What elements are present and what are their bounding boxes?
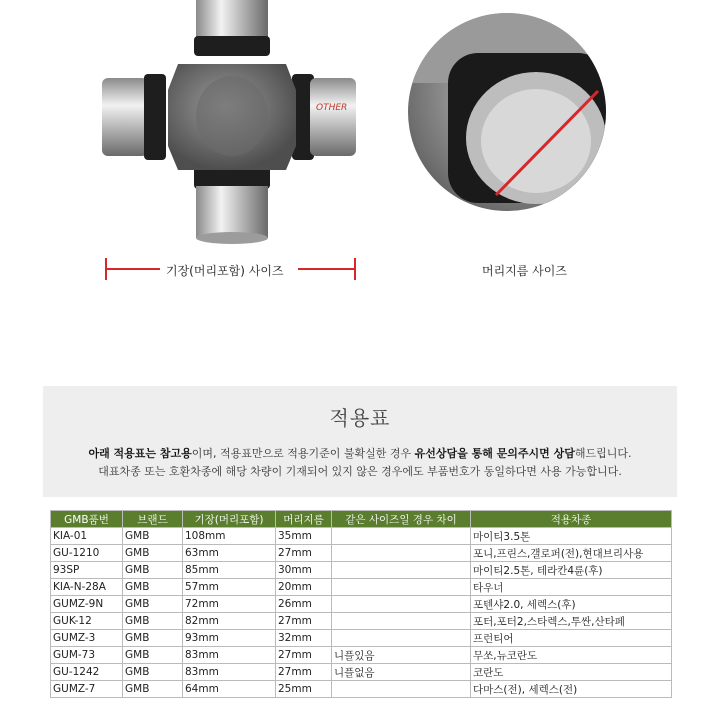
table-cell: 포니,프린스,갤로퍼(전),현대브리사용 [471, 545, 672, 562]
table-cell [332, 545, 471, 562]
table-cell [332, 579, 471, 596]
table-row [51, 664, 672, 681]
table-cell: 무쏘,뉴코란도 [471, 647, 672, 664]
table-cell: 85mm [183, 562, 276, 579]
table-cell: 72mm [183, 596, 276, 613]
table-cell [332, 613, 471, 630]
info-line-1 [43, 445, 677, 461]
table-cell: GMB [123, 579, 183, 596]
info-mid: 이며, 적용표만으로 적용기준이 불확실한 경우 [191, 447, 415, 460]
table-row [51, 681, 672, 698]
table-cell: 니플없음 [332, 664, 471, 681]
table-header-row [51, 511, 672, 528]
table-cell: 27mm [276, 545, 332, 562]
table-cell: GMB [123, 681, 183, 698]
brand-mark: OTHER [316, 103, 348, 113]
table-cell: GUMZ-7 [51, 681, 123, 698]
col-header: 기장(머리포함) [183, 511, 276, 528]
table-cell: GMB [123, 545, 183, 562]
table-cell: 108mm [183, 528, 276, 545]
table-cell [332, 630, 471, 647]
table-cell: 마이티3.5톤 [471, 528, 672, 545]
table-row [51, 596, 672, 613]
table-cell: 27mm [276, 647, 332, 664]
table-cell: 마이티2.5톤, 테라칸4륜(후) [471, 562, 672, 579]
table-cell: 26mm [276, 596, 332, 613]
table-cell: GMB [123, 613, 183, 630]
table-cell: 타우너 [471, 579, 672, 596]
table-cell: GU-1210 [51, 545, 123, 562]
table-cell: 다마스(전), 세렉스(전) [471, 681, 672, 698]
table-cell: 포텐샤2.0, 세렉스(후) [471, 596, 672, 613]
length-caption: 기장(머리포함) 사이즈 [166, 264, 284, 278]
head-zoom-image [408, 13, 606, 211]
table-cell: GMB [123, 528, 183, 545]
measure-line-left [105, 268, 160, 270]
table-cell: 82mm [183, 613, 276, 630]
table-cell: GUMZ-3 [51, 630, 123, 647]
table-body [51, 528, 672, 698]
table-cell: 83mm [183, 647, 276, 664]
col-header: GMB품번 [51, 511, 123, 528]
head-zoom-drawing [408, 13, 606, 211]
table-cell [332, 681, 471, 698]
info-line-2: 대표차종 또는 호환차종에 해당 차량이 기재되어 있지 않은 경우에도 부품번호가 동일하다면 사용 가능합니다. [98, 465, 622, 478]
info-bold-1: 아래 적용표는 참고용 [88, 447, 192, 460]
measure-line-right [298, 268, 355, 270]
table-row [51, 630, 672, 647]
table-cell: 63mm [183, 545, 276, 562]
col-header: 적용차종 [471, 511, 672, 528]
table-cell: 코란도 [471, 664, 672, 681]
diameter-caption: 머리지름 사이즈 [482, 264, 567, 278]
measure-tick-right [354, 258, 356, 280]
table-cell: 27mm [276, 664, 332, 681]
table-row [51, 545, 672, 562]
table-cell: 27mm [276, 613, 332, 630]
table-cell: GMB [123, 596, 183, 613]
table-cell: GUMZ-9N [51, 596, 123, 613]
table-row [51, 647, 672, 664]
table-row [51, 562, 672, 579]
table-cell: GMB [123, 664, 183, 681]
info-end: 해드립니다. [574, 447, 632, 460]
info-section [43, 386, 677, 497]
table-cell: KIA-01 [51, 528, 123, 545]
table-cell: 83mm [183, 664, 276, 681]
table-cell: GUK-12 [51, 613, 123, 630]
table-cell [332, 528, 471, 545]
table-cell [332, 596, 471, 613]
col-header: 머리지름 [276, 511, 332, 528]
table-cell: 포터,포터2,스타렉스,투싼,산타페 [471, 613, 672, 630]
table-row [51, 528, 672, 545]
table-cell: GMB [123, 562, 183, 579]
col-header: 같은 사이즈일 경우 차이 [332, 511, 471, 528]
info-title: 적용표 [329, 406, 391, 430]
table-cell: 20mm [276, 579, 332, 596]
table-row [51, 613, 672, 630]
info-bold-2: 유선상담을 통해 문의주시면 상담 [414, 447, 575, 460]
table-cell: 57mm [183, 579, 276, 596]
table-cell: 32mm [276, 630, 332, 647]
table-cell: GU-1242 [51, 664, 123, 681]
table-cell: 64mm [183, 681, 276, 698]
table-cell: 93mm [183, 630, 276, 647]
application-table [50, 510, 672, 698]
universal-joint-image [96, 0, 362, 245]
table-cell: GUM-73 [51, 647, 123, 664]
table-cell: KIA-N-28A [51, 579, 123, 596]
table-cell: 35mm [276, 528, 332, 545]
table-cell: GMB [123, 630, 183, 647]
table-cell: 25mm [276, 681, 332, 698]
table-cell: 프런티어 [471, 630, 672, 647]
table-cell [332, 562, 471, 579]
table-cell: GMB [123, 647, 183, 664]
table-cell: 니플있음 [332, 647, 471, 664]
table-cell: 30mm [276, 562, 332, 579]
table-cell: 93SP [51, 562, 123, 579]
table-row [51, 579, 672, 596]
col-header: 브랜드 [123, 511, 183, 528]
